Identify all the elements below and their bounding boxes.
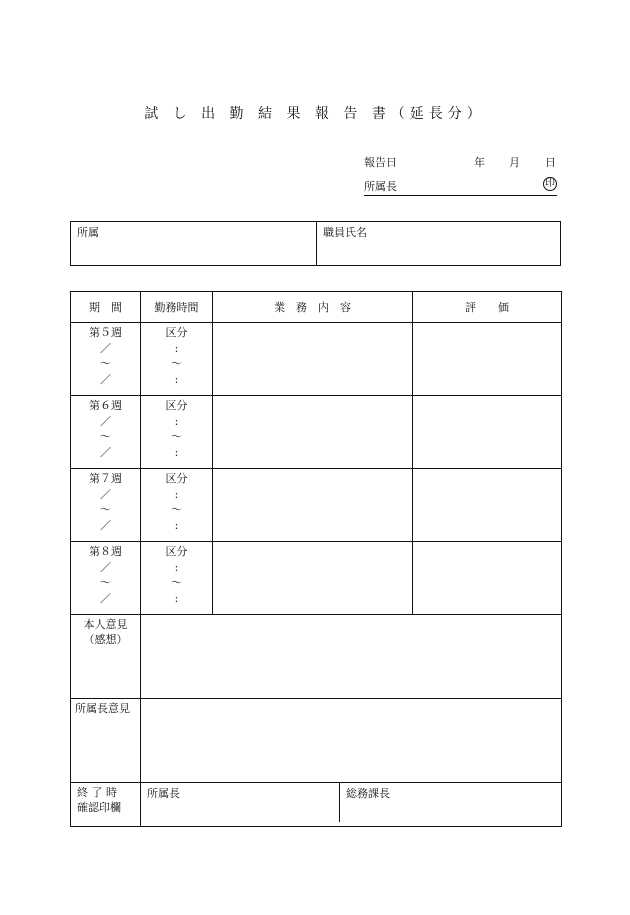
kubun-label: 区分 xyxy=(165,545,188,558)
content-cell[interactable] xyxy=(213,396,413,469)
head-opinion-row xyxy=(71,699,562,783)
kubun-label: 区分 xyxy=(165,472,188,485)
self-opinion-row xyxy=(71,615,562,699)
end-date-slash: ／ xyxy=(100,591,111,605)
week-label: 第８週 xyxy=(89,545,122,558)
week-row xyxy=(71,469,562,542)
confirm-label-line1: 終 了 時 xyxy=(77,786,117,799)
start-time-colon: : xyxy=(174,414,179,428)
content-cell[interactable] xyxy=(213,469,413,542)
start-time-colon: : xyxy=(174,341,179,355)
work-time-cell[interactable] xyxy=(141,396,213,469)
end-date-slash: ／ xyxy=(100,445,111,459)
day-label: 日 xyxy=(545,156,556,169)
evaluation-cell[interactable] xyxy=(413,396,562,469)
work-time-cell[interactable] xyxy=(141,469,213,542)
self-opinion-field[interactable] xyxy=(141,615,562,699)
start-date-slash: ／ xyxy=(100,341,111,355)
head-opinion-label-cell xyxy=(71,699,141,783)
content-cell[interactable] xyxy=(213,323,413,396)
self-opinion-label: 本人意見 xyxy=(83,618,128,631)
confirm-label-cell xyxy=(71,783,141,827)
department-head-label: 所属長 xyxy=(364,180,397,193)
time-tilde: 〜 xyxy=(171,576,182,589)
evaluation-cell[interactable] xyxy=(413,323,562,396)
time-tilde: 〜 xyxy=(171,430,182,443)
range-tilde: 〜 xyxy=(100,430,111,443)
time-tilde: 〜 xyxy=(171,357,182,370)
evaluation-header: 評 価 xyxy=(413,292,562,323)
start-date-slash: ／ xyxy=(100,414,111,428)
period-cell[interactable] xyxy=(71,323,141,396)
signature-line xyxy=(364,195,557,196)
week-row xyxy=(71,323,562,396)
dept-head-seal-field[interactable] xyxy=(141,783,340,822)
work-time-header: 勤務時間 xyxy=(141,292,213,323)
period-cell[interactable] xyxy=(71,469,141,542)
general-affairs-seal-field[interactable] xyxy=(340,783,561,822)
time-tilde: 〜 xyxy=(171,503,182,516)
period-cell[interactable] xyxy=(71,542,141,615)
week-label: 第６週 xyxy=(89,399,122,412)
document-title: 試 し 出 勤 結 果 報 告 書（延長分） xyxy=(144,106,486,122)
kubun-label: 区分 xyxy=(165,326,188,339)
week-row xyxy=(71,396,562,469)
start-time-colon: : xyxy=(174,487,179,501)
dept-head-seal-label: 所属長 xyxy=(147,787,180,800)
end-time-colon: : xyxy=(174,591,179,605)
evaluation-cell[interactable] xyxy=(413,542,562,615)
range-tilde: 〜 xyxy=(100,503,111,516)
self-opinion-label-cell xyxy=(71,615,141,699)
end-time-colon: : xyxy=(174,372,179,386)
end-date-slash: ／ xyxy=(100,518,111,532)
year-label: 年 xyxy=(474,156,485,169)
work-time-cell[interactable] xyxy=(141,542,213,615)
info-table xyxy=(70,221,561,266)
week-row xyxy=(71,542,562,615)
content-cell[interactable] xyxy=(213,542,413,615)
start-date-slash: ／ xyxy=(100,487,111,501)
month-label: 月 xyxy=(509,156,520,169)
week-label: 第５週 xyxy=(89,326,122,339)
header-row xyxy=(71,292,562,323)
head-opinion-field[interactable] xyxy=(141,699,562,783)
range-tilde: 〜 xyxy=(100,576,111,589)
self-opinion-sublabel: （感想） xyxy=(83,633,128,646)
range-tilde: 〜 xyxy=(100,357,111,370)
head-opinion-label: 所属長意見 xyxy=(75,702,130,715)
attendance-table xyxy=(70,291,562,827)
kubun-label: 区分 xyxy=(165,399,188,412)
employee-name-label: 職員氏名 xyxy=(323,226,367,239)
confirm-row xyxy=(71,783,562,827)
evaluation-cell[interactable] xyxy=(413,469,562,542)
start-date-slash: ／ xyxy=(100,560,111,574)
period-header: 期 間 xyxy=(71,292,141,323)
general-affairs-seal-label: 総務課長 xyxy=(346,787,390,800)
end-time-colon: : xyxy=(174,518,179,532)
content-header: 業 務 内 容 xyxy=(213,292,413,323)
employee-name-field[interactable] xyxy=(317,222,560,265)
confirm-seal-cells xyxy=(141,783,562,827)
period-cell[interactable] xyxy=(71,396,141,469)
confirm-label-line2: 確認印欄 xyxy=(77,801,121,814)
department-label: 所属 xyxy=(77,226,99,239)
report-date-label: 報告日 xyxy=(364,156,397,169)
department-field[interactable] xyxy=(71,222,317,265)
seal-mark: 印 xyxy=(545,178,555,189)
work-time-cell[interactable] xyxy=(141,323,213,396)
end-time-colon: : xyxy=(174,445,179,459)
week-label: 第７週 xyxy=(89,472,122,485)
end-date-slash: ／ xyxy=(100,372,111,386)
start-time-colon: : xyxy=(174,560,179,574)
